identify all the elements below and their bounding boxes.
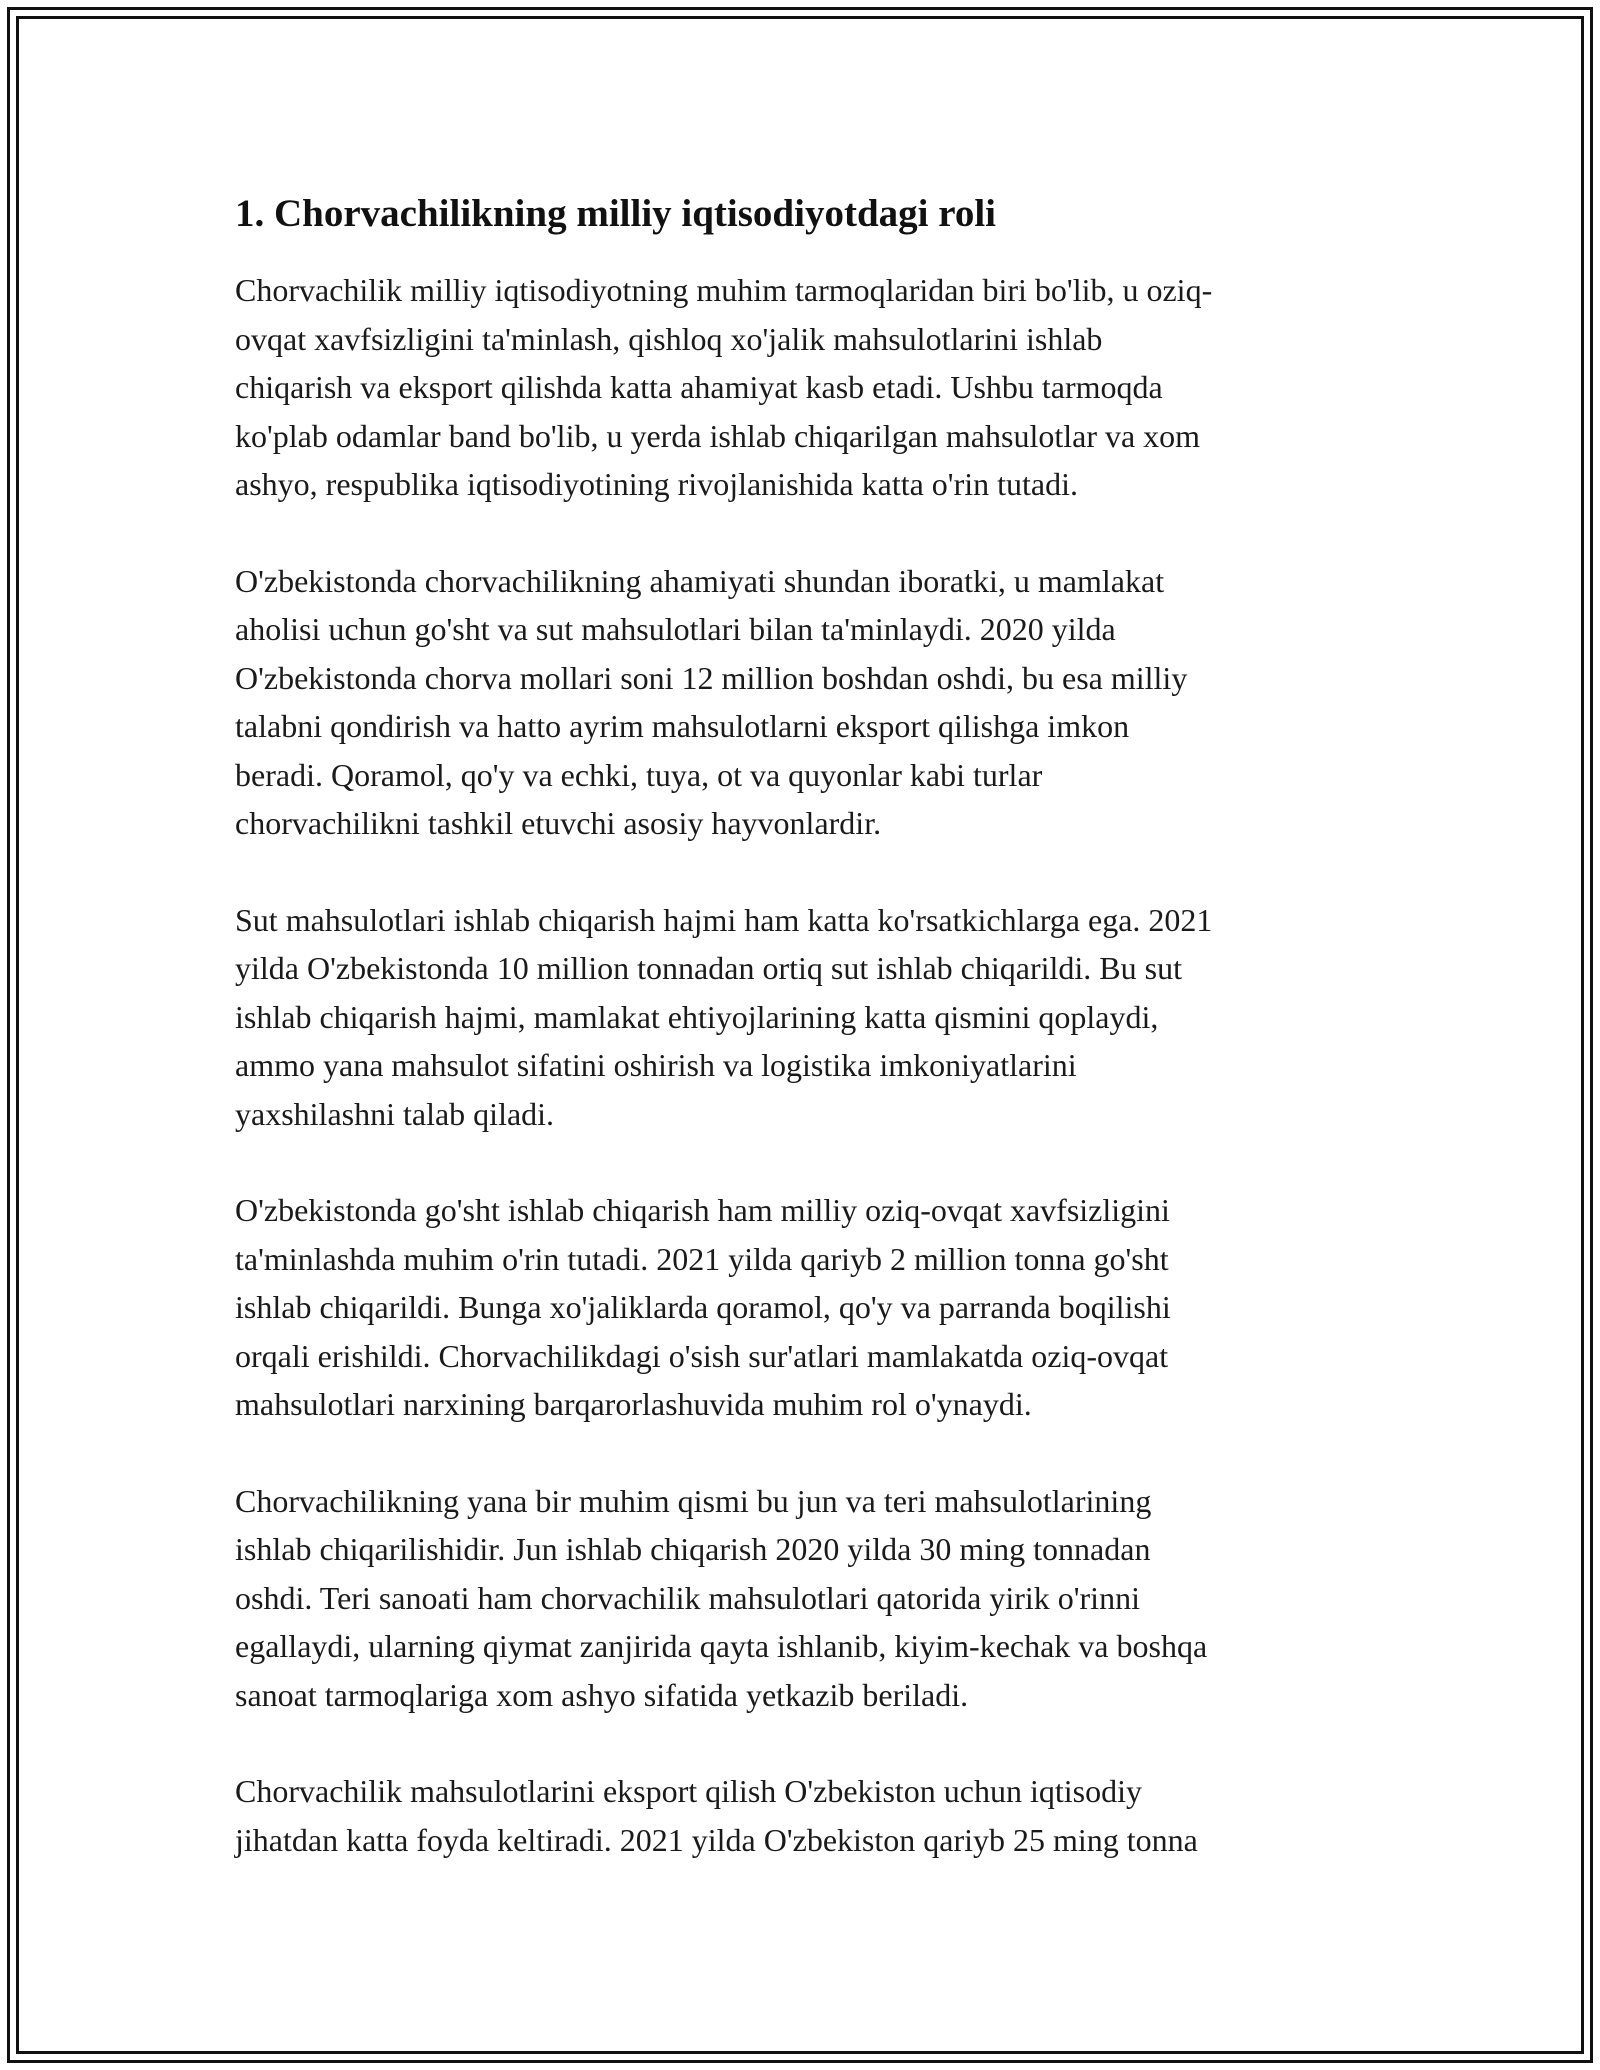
text-line: oshdi. Teri sanoati ham chorvachilik mahsulotlari qatorida yirik o'rinni (235, 1579, 1140, 1616)
text-line: yilda O'zbekistonda 10 million tonnadan ortiq sut ishlab chiqarildi. Bu sut (235, 950, 1182, 986)
paragraph-2 (235, 557, 1360, 848)
text-line: ammo yana mahsulot sifatini oshirish va logistika imkoniyatlarini (235, 1047, 1077, 1083)
text-line: orqali erishildi. Chorvachilikdagi o'sish sur'atlari mamlakatda oziq-ovqat (235, 1337, 1169, 1374)
text-line: ta'minlashda muhim o'rin tutadi. 2021 yilda qariyb 2 million tonna go'sht (235, 1240, 1169, 1277)
document-body (235, 188, 1360, 1912)
text-line: yaxshilashni talab qiladi. (235, 1095, 555, 1132)
text-line: aholisi uchun go'sht va sut mahsulotlari bilan ta'minlaydi. 2020 yilda (235, 611, 1116, 647)
text-line: talabni qondirish va hatto ayrim mahsulotlarni eksport qilishga imkon (235, 708, 1130, 744)
text-line: sanoat tarmoqlariga xom ashyo sifatida yetkazib beriladi. (235, 1676, 969, 1713)
paragraph-3 (235, 896, 1360, 1139)
paragraph-4 (235, 1186, 1360, 1429)
text-line: ishlab chiqarish hajmi, mamlakat ehtiyojlarining katta qismini qoplaydi, (235, 998, 1159, 1035)
text-line: Chorvachilikning yana bir muhim qismi bu jun va teri mahsulotlarining (235, 1482, 1152, 1519)
paragraph-5 (235, 1477, 1360, 1720)
paragraph-1 (235, 266, 1360, 509)
text-line: ashyo, respublika iqtisodiyotining rivojlanishida katta o'rin tutadi. (235, 466, 1078, 502)
text-line: ko'plab odamlar band bo'lib, u yerda ishlab chiqarilgan mahsulotlar va xom (235, 417, 1201, 454)
text-line: ishlab chiqarildi. Bunga xo'jaliklarda qoramol, qo'y va parranda boqilishi (235, 1289, 1171, 1325)
text-line: O'zbekistonda chorvachilikning ahamiyati shundan iboratki, u mamlakat (235, 562, 1165, 599)
text-line: Chorvachilik milliy iqtisodiyotning muhim tarmoqlaridan biri bo'lib, u oziq- (235, 272, 1213, 308)
section-heading: 1. Chorvachilikning milliy iqtisodiyotdagi roli (235, 192, 996, 235)
text-line: beradi. Qoramol, qo'y va echki, tuya, ot va quyonlar kabi turlar (235, 756, 1043, 793)
paragraph-6 (235, 1767, 1360, 1864)
text-line: chiqarish va eksport qilishda katta ahamiyat kasb etadi. Ushbu tarmoqda (235, 369, 1163, 405)
text-line: chorvachilikni tashkil etuvchi asosiy hayvonlardir. (235, 805, 882, 841)
text-line: ovqat xavfsizligini ta'minlash, qishloq xo'jalik mahsulotlarini ishlab (235, 320, 1103, 357)
text-line: O'zbekistonda chorva mollari soni 12 million boshdan oshdi, bu esa milliy (235, 659, 1188, 696)
text-line: ishlab chiqarilishidir. Jun ishlab chiqarish 2020 yilda 30 ming tonnadan (235, 1531, 1151, 1567)
text-line: O'zbekistonda go'sht ishlab chiqarish ham milliy oziq-ovqat xavfsizligini (235, 1192, 1170, 1228)
text-line: Chorvachilik mahsulotlarini eksport qilish O'zbekiston uchun iqtisodiy (235, 1773, 1142, 1809)
text-line: egallaydi, ularning qiymat zanjirida qayta ishlanib, kiyim-kechak va boshqa (235, 1628, 1208, 1664)
text-line: Sut mahsulotlari ishlab chiqarish hajmi ham katta ko'rsatkichlarga ega. 2021 (235, 901, 1213, 938)
text-line: mahsulotlari narxining barqarorlashuvida muhim rol o'ynaydi. (235, 1386, 1032, 1422)
text-line: jihatdan katta foyda keltiradi. 2021 yilda O'zbekiston qariyb 25 ming tonna (235, 1821, 1198, 1858)
